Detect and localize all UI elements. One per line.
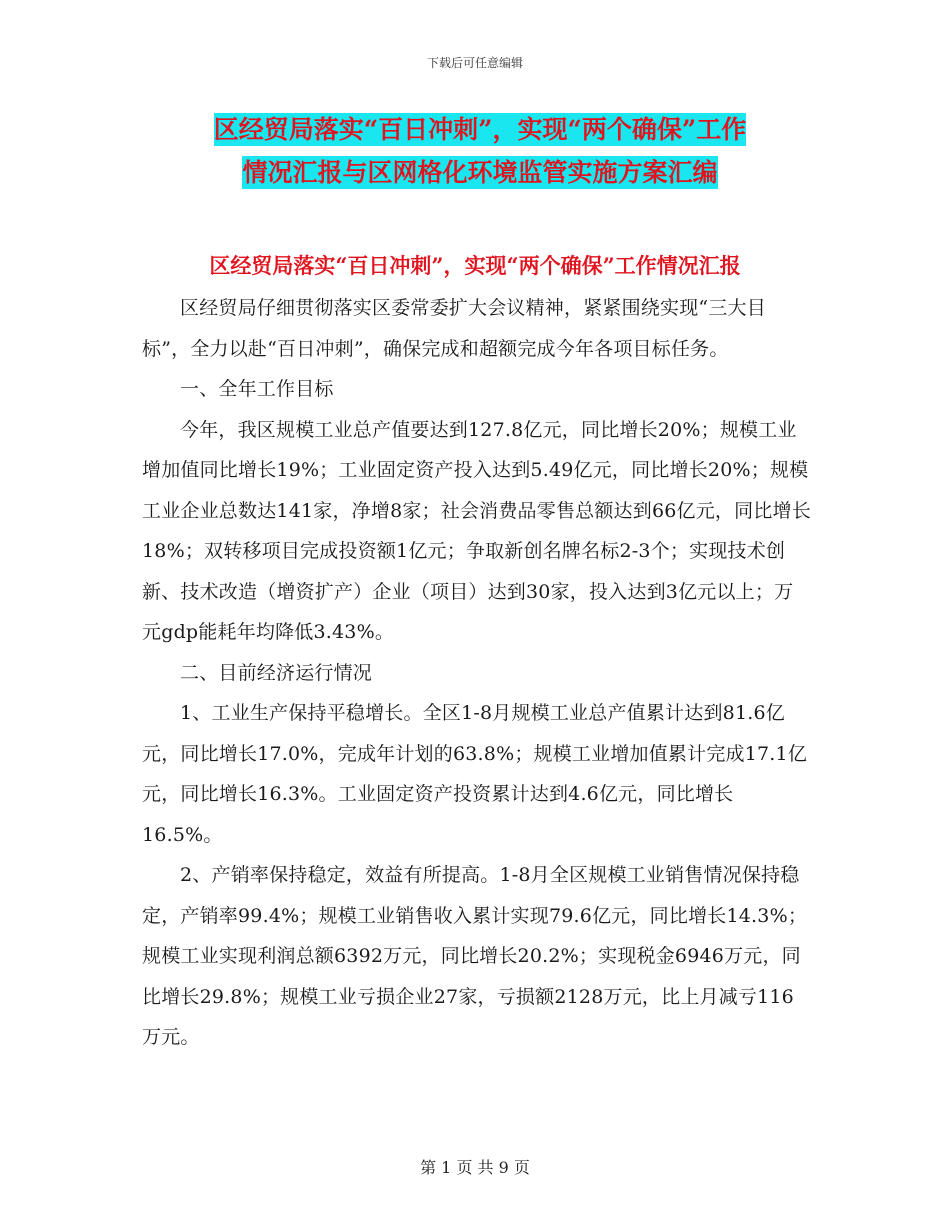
goals-paragraph: 今年，我区规模工业总产值要达到127.8亿元，同比增长20%；规模工业增加值同比增长19%；工业固定资产投入达到5.49亿元，同比增长20%；规模工业企业总数达141家，净增8家；社会消费品零售总额达到66亿元，同比增长18%；双转移项目完成投资额1亿元；争取新创名牌名标2-3个；实现技术创新、技术改造（增资扩产）企业（项目）达到30家，投入达到3亿元以上；万元gdp能耗年均降低3.43%。 — [142, 418, 811, 643]
section-heading-goals: 一、全年工作目标 — [180, 378, 334, 400]
document-title-line-2 — [140, 158, 820, 188]
sales-paragraph: 2、产销率保持稳定，效益有所提高。1-8月全区规模工业销售情况保持稳定，产销率99.4%；规模工业销售收入累计实现79.6亿元，同比增长14.3%；规模工业实现利润总额6392万元，同比增长20.2%；实现税金6946万元，同比增长29.8%；规模工业亏损企业27家，亏损额2128万元，比上月减亏116万元。 — [142, 864, 808, 1048]
header-note: 下载后可任意编辑 — [426, 56, 523, 70]
title-highlight: 情况汇报与区网格化环境监管实施方案汇编 — [242, 158, 718, 187]
page-footer: 第 1 页 共 9 页 — [420, 1158, 530, 1177]
title-highlight: 区经贸局落实“百日冲刺”，实现“两个确保”工作 — [213, 115, 747, 144]
intro-paragraph: 区经贸局仔细贯彻落实区委常委扩大会议精神，紧紧围绕实现“三大目标”，全力以赴“百日冲刺”，确保完成和超额完成今年各项目标任务。 — [142, 297, 766, 360]
document-title-line-1 — [140, 115, 820, 145]
document-body — [142, 288, 812, 1058]
section-title: 区经贸局落实“百日冲刺”，实现“两个确保”工作情况汇报 — [209, 253, 741, 278]
industry-paragraph: 1、工业生产保持平稳增长。全区1-8月规模工业总产值累计达到81.6亿元，同比增长17.0%，完成年计划的63.8%；规模工业增加值累计完成17.1亿元，同比增长16.3%。工业固定资产投资累计达到4.6亿元，同比增长16.5%。 — [142, 702, 808, 846]
section-heading-economy: 二、目前经济运行情况 — [180, 661, 373, 684]
